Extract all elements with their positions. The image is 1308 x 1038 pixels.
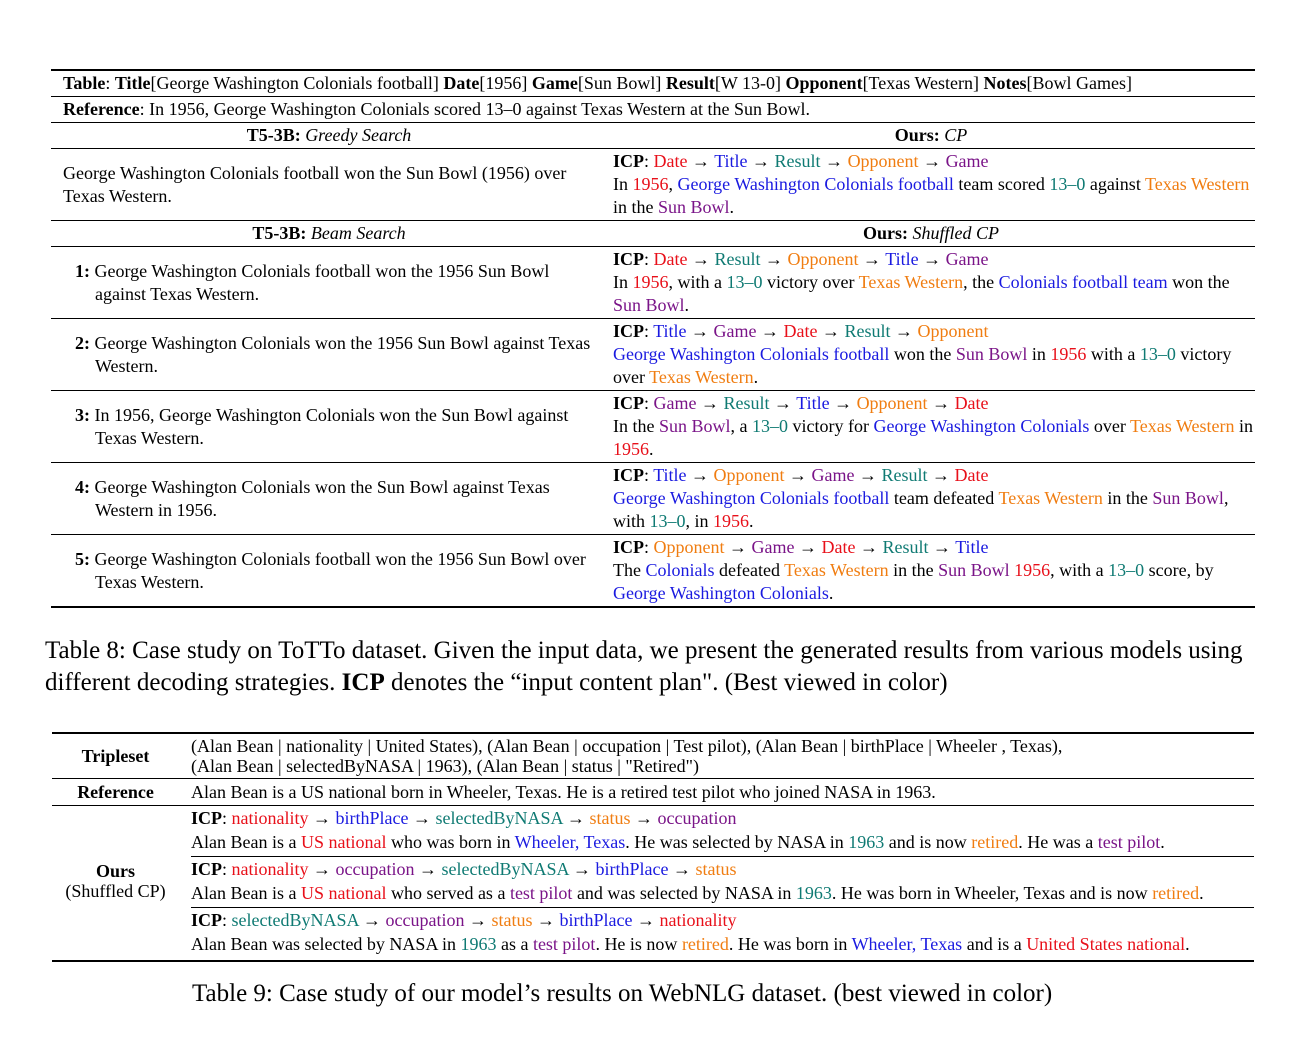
generated-sentence (191, 934, 1254, 954)
icp-key: Game (653, 393, 697, 413)
icp-key: Date (783, 321, 818, 341)
sentence-segment: . He was selected by NASA in (625, 832, 849, 852)
greedy-header: T5-3B: Greedy Search (246, 125, 412, 145)
sentence-segment: . (749, 511, 754, 531)
icp-line: ICP: nationality → birthPlace → selectedByNASA → status → occupation (191, 808, 737, 828)
icp-key: status (695, 859, 737, 879)
icp-key: Result (844, 321, 891, 341)
icp-key: Title (796, 393, 830, 413)
sentence-segment: won the (1167, 272, 1230, 292)
icp-key: status (589, 808, 631, 828)
table-9 (52, 732, 1254, 962)
icp-label: ICP (613, 151, 644, 171)
sentence-segment: Colonials football team (998, 272, 1168, 292)
sentence-segment: as a (496, 934, 533, 954)
sentence-segment: score, by (1144, 560, 1214, 580)
sentence-segment: . (1185, 934, 1190, 954)
sentence-segment: . (1199, 883, 1204, 903)
icp-label: ICP (613, 393, 644, 413)
generated-sentence (613, 271, 1255, 317)
beam-row (51, 462, 1255, 534)
sentence-segment: who served as a (386, 883, 510, 903)
icp-key: Date (954, 465, 989, 485)
icp-key: Title (714, 151, 748, 171)
sentence-segment: Alan Bean is a (191, 832, 301, 852)
sentence-segment: in the (888, 560, 939, 580)
generated-sentence (191, 883, 1254, 903)
icp-label: ICP (191, 910, 222, 930)
sentence-segment: 1963 (460, 934, 497, 954)
sentence-segment: 13–0 (1049, 174, 1086, 194)
table-data-row: Table: Title[George Washington Colonials football] Date[1956] Game[Sun Bowl] Result[W 13-0] Opponent[Texas Western] Notes[Bowl Games] (51, 69, 1255, 96)
icp-key: Result (882, 537, 929, 557)
cp-row (51, 148, 1255, 220)
sentence-segment: Texas Western (649, 367, 754, 387)
sentence-segment: George Washington Colonials (873, 416, 1090, 436)
icp-line: ICP: Opponent → Game → Date → Result → Title (613, 537, 989, 557)
icp-key: Opponent (713, 465, 785, 485)
icp-key: Date (653, 151, 688, 171)
beam-output: 2: George Washington Colonials won the 1956 Sun Bowl against Texas Western. (75, 332, 591, 376)
sentence-segment: Sun Bowl (658, 416, 731, 436)
icp-key: Opponent (653, 537, 725, 557)
sentence-segment: Sun Bowl (1152, 488, 1224, 508)
icp-key: Date (653, 249, 688, 269)
beam-output: 5: George Washington Colonials football won the 1956 Sun Bowl over Texas Western. (75, 548, 586, 592)
icp-line: ICP: selectedByNASA → occupation → status → birthPlace → nationality (191, 910, 737, 930)
icp-key: status (491, 910, 533, 930)
beam-output: 1: George Washington Colonials football won the 1956 Sun Bowl against Texas Western. (75, 260, 550, 304)
sentence-segment: Alan Bean is a (191, 883, 301, 903)
generated-sentence (613, 173, 1255, 219)
sentence-segment: Texas Western (784, 560, 889, 580)
reference-label: Reference (77, 782, 154, 802)
sentence-segment: 13–0 (649, 511, 686, 531)
sentence-segment: George Washington Colonials football (613, 488, 890, 508)
sentence-segment: . (1160, 832, 1165, 852)
sentence-segment: with a (1086, 344, 1140, 364)
sentence-segment: US national (300, 883, 387, 903)
icp-key: occupation (385, 910, 465, 930)
greedy-header-row (51, 122, 1255, 148)
icp-key: birthPlace (335, 808, 409, 828)
sentence-segment: 1963 (848, 832, 885, 852)
sentence-segment: In (613, 174, 633, 194)
sentence-segment: Texas Western (1145, 174, 1250, 194)
icp-key: Opponent (787, 249, 859, 269)
tripleset-line: (Alan Bean | nationality | United States), (Alan Bean | occupation | Test pilot), (Alan Bean | birthPlace | Wheeler , Texas), (191, 736, 1063, 756)
icp-label: ICP (613, 249, 644, 269)
sentence-segment: 1956 (1050, 344, 1087, 364)
sentence-segment: George Washington Colonials (613, 583, 829, 603)
sentence-segment: . (753, 367, 759, 387)
sentence-segment: , the (963, 272, 999, 292)
sentence-segment: , (668, 174, 678, 194)
sentence-segment: 13–0 (752, 416, 789, 436)
tripleset-line: (Alan Bean | selectedByNASA | 1963), (Alan Bean | status | "Retired") (191, 756, 699, 776)
reference-row: Reference: In 1956, George Washington Colonials scored 13–0 against Texas Western at the Sun Bowl. (51, 96, 1255, 122)
generated-sentence (613, 343, 1255, 389)
sentence-segment: test pilot (509, 883, 573, 903)
icp-key: Date (821, 537, 856, 557)
beam-row (51, 246, 1255, 318)
generated-sentence (191, 832, 1254, 852)
icp-label: ICP (613, 465, 644, 485)
icp-key: Game (945, 151, 989, 171)
icp-key: Title (653, 465, 687, 485)
ours-sublabel: (Shuffled CP) (65, 881, 166, 901)
sentence-segment: Sun Bowl (955, 344, 1028, 364)
sentence-segment: , with (613, 488, 1229, 531)
icp-key: Game (751, 537, 795, 557)
beam-header: T5-3B: Beam Search (252, 223, 406, 243)
icp-key: selectedByNASA (435, 808, 563, 828)
tripleset-row (52, 732, 1254, 778)
sentence-segment: 13–0 (1139, 344, 1176, 364)
generated-sentence (613, 415, 1255, 461)
icp-key: Game (713, 321, 757, 341)
icp-label: ICP (613, 537, 644, 557)
icp-key: occupation (657, 808, 737, 828)
table-8 (51, 69, 1255, 608)
tripleset-label: Tripleset (81, 746, 150, 766)
icp-key: selectedByNASA (231, 910, 359, 930)
icp-key: occupation (335, 859, 415, 879)
sentence-segment: Wheeler, Texas (851, 934, 963, 954)
icp-key: Result (723, 393, 770, 413)
sentence-segment: US national (300, 832, 387, 852)
sentence-segment: . He was a (1018, 832, 1098, 852)
ours-label: Ours (95, 861, 135, 881)
icp-key: Date (954, 393, 989, 413)
sentence-segment: Sun Bowl (938, 560, 1010, 580)
sentence-segment: Texas Western (1130, 416, 1235, 436)
icp-key: Title (653, 321, 687, 341)
sentence-segment: Wheeler, Texas (514, 832, 626, 852)
icp-line: ICP: Date → Result → Opponent → Title → Game (613, 249, 989, 269)
sentence-segment: test pilot (532, 934, 596, 954)
sentence-segment: . (729, 197, 735, 217)
sentence-segment: . (649, 439, 654, 459)
icp-key: nationality (231, 859, 309, 879)
beam-row (51, 390, 1255, 462)
sentence-segment: In the (613, 416, 659, 436)
icp-key: Title (955, 537, 989, 557)
sentence-segment: in (1027, 344, 1051, 364)
icp-key: Result (714, 249, 761, 269)
sentence-segment: defeated (714, 560, 785, 580)
sentence-segment: 1963 (795, 883, 832, 903)
sentence-segment: 1956 (632, 174, 669, 194)
sentence-segment: , a (730, 416, 753, 436)
sentence-segment: . (684, 295, 690, 315)
sentence-segment: team defeated (889, 488, 999, 508)
sentence-segment: Sun Bowl (613, 295, 685, 315)
icp-key: selectedByNASA (441, 859, 569, 879)
icp-key: Result (881, 465, 928, 485)
sentence-segment: . He is now (595, 934, 682, 954)
beam-output: 4: George Washington Colonials won the Sun Bowl against Texas Western in 1956. (75, 476, 550, 520)
sentence-segment: and was selected by NASA in (572, 883, 796, 903)
sentence-segment: and is now (884, 832, 972, 852)
sentence-segment: retired (681, 934, 729, 954)
icp-line: ICP: nationality → occupation → selectedByNASA → birthPlace → status (191, 859, 737, 879)
cp-header: Ours: CP (894, 125, 968, 145)
sentence-segment: 13–0 (1108, 560, 1145, 580)
icp-line: ICP: Title → Opponent → Game → Result → Date (613, 465, 989, 485)
sentence-segment: over (1089, 416, 1131, 436)
sentence-segment: 13–0 (726, 272, 763, 292)
icp-key: birthPlace (559, 910, 633, 930)
reference-row (52, 778, 1254, 805)
icp-line: ICP: Game → Result → Title → Opponent → Date (613, 393, 989, 413)
icp-key: Result (774, 151, 821, 171)
shuffled-header: Ours: Shuffled CP (863, 223, 999, 243)
sentence-segment: In (613, 272, 633, 292)
sentence-segment: 1956 (613, 439, 649, 459)
sentence-segment: 1956 (713, 511, 750, 531)
icp-label: ICP (191, 859, 222, 879)
sentence-segment: won the (889, 344, 956, 364)
table-8-caption: Table 8: Case study on ToTTo dataset. Given the input data, we present the generated results from various models using different decoding strategies. ICP denotes the “input content plan". (Best viewed in color) (45, 637, 1243, 696)
sentence-segment: , with a (668, 272, 727, 292)
sentence-segment: team scored (953, 174, 1050, 194)
icp-label: ICP (191, 808, 222, 828)
sentence-segment: retired (971, 832, 1019, 852)
beam-header-row (51, 220, 1255, 246)
sentence-segment: United States national (1026, 934, 1186, 954)
sentence-segment: . He was born in (728, 934, 852, 954)
sentence-segment: retired (1152, 883, 1200, 903)
sentence-segment: George Washington Colonials football (677, 174, 954, 194)
icp-line: ICP: Title → Game → Date → Result → Opponent (613, 321, 989, 341)
sentence-segment: in the (1102, 488, 1153, 508)
icp-key: nationality (231, 808, 309, 828)
generated-sentence (613, 559, 1255, 605)
beam-row (51, 318, 1255, 390)
beam-row (51, 534, 1255, 606)
icp-line: ICP: Date → Title → Result → Opponent → Game (613, 151, 989, 171)
sentence-segment: Texas Western (998, 488, 1103, 508)
sentence-segment: and is a (962, 934, 1027, 954)
icp-key: Opponent (847, 151, 919, 171)
sentence-segment: . He was born in Wheeler, Texas and is now (831, 883, 1153, 903)
icp-key: Game (945, 249, 989, 269)
sentence-segment: George Washington Colonials football (613, 344, 890, 364)
sentence-segment: test pilot (1097, 832, 1161, 852)
icp-key: nationality (659, 910, 737, 930)
sentence-segment: Colonials (645, 560, 715, 580)
sentence-segment: 1956 (1014, 560, 1051, 580)
icp-label: ICP (613, 321, 644, 341)
sentence-segment: victory over (762, 272, 859, 292)
sentence-segment: victory over (613, 344, 1232, 387)
cp-output (607, 149, 1255, 220)
icp-key: Opponent (856, 393, 928, 413)
sentence-segment: 1956 (632, 272, 669, 292)
sentence-segment: The (613, 560, 646, 580)
sentence-segment: Alan Bean was selected by NASA in (191, 934, 461, 954)
reference-text: Alan Bean is a US national born in Wheeler, Texas. He is a retired test pilot who joined NASA in 1963. (191, 782, 936, 802)
sentence-segment: , in (685, 511, 714, 531)
generated-sentence (613, 487, 1255, 533)
greedy-output: George Washington Colonials football won the Sun Bowl (1956) over Texas Western. (63, 162, 567, 206)
beam-output: 3: In 1956, George Washington Colonials won the Sun Bowl against Texas Western. (75, 404, 569, 448)
sentence-segment: Sun Bowl (658, 197, 730, 217)
sentence-segment: against (1085, 174, 1145, 194)
icp-key: birthPlace (595, 859, 669, 879)
sentence-segment: Texas Western (858, 272, 964, 292)
sentence-segment: who was born in (386, 832, 515, 852)
sentence-segment: in (1234, 416, 1253, 436)
table-9-caption: Table 9: Case study of our model’s results on WebNLG dataset. (best viewed in color) (192, 980, 1053, 1007)
icp-key: Opponent (917, 321, 989, 341)
sentence-segment: victory for (788, 416, 874, 436)
sentence-segment: . (828, 583, 834, 603)
sentence-segment: in the (613, 197, 658, 217)
icp-key: Title (885, 249, 919, 269)
icp-key: Game (811, 465, 855, 485)
ours-row (52, 805, 1254, 956)
sentence-segment: , with a (1050, 560, 1109, 580)
